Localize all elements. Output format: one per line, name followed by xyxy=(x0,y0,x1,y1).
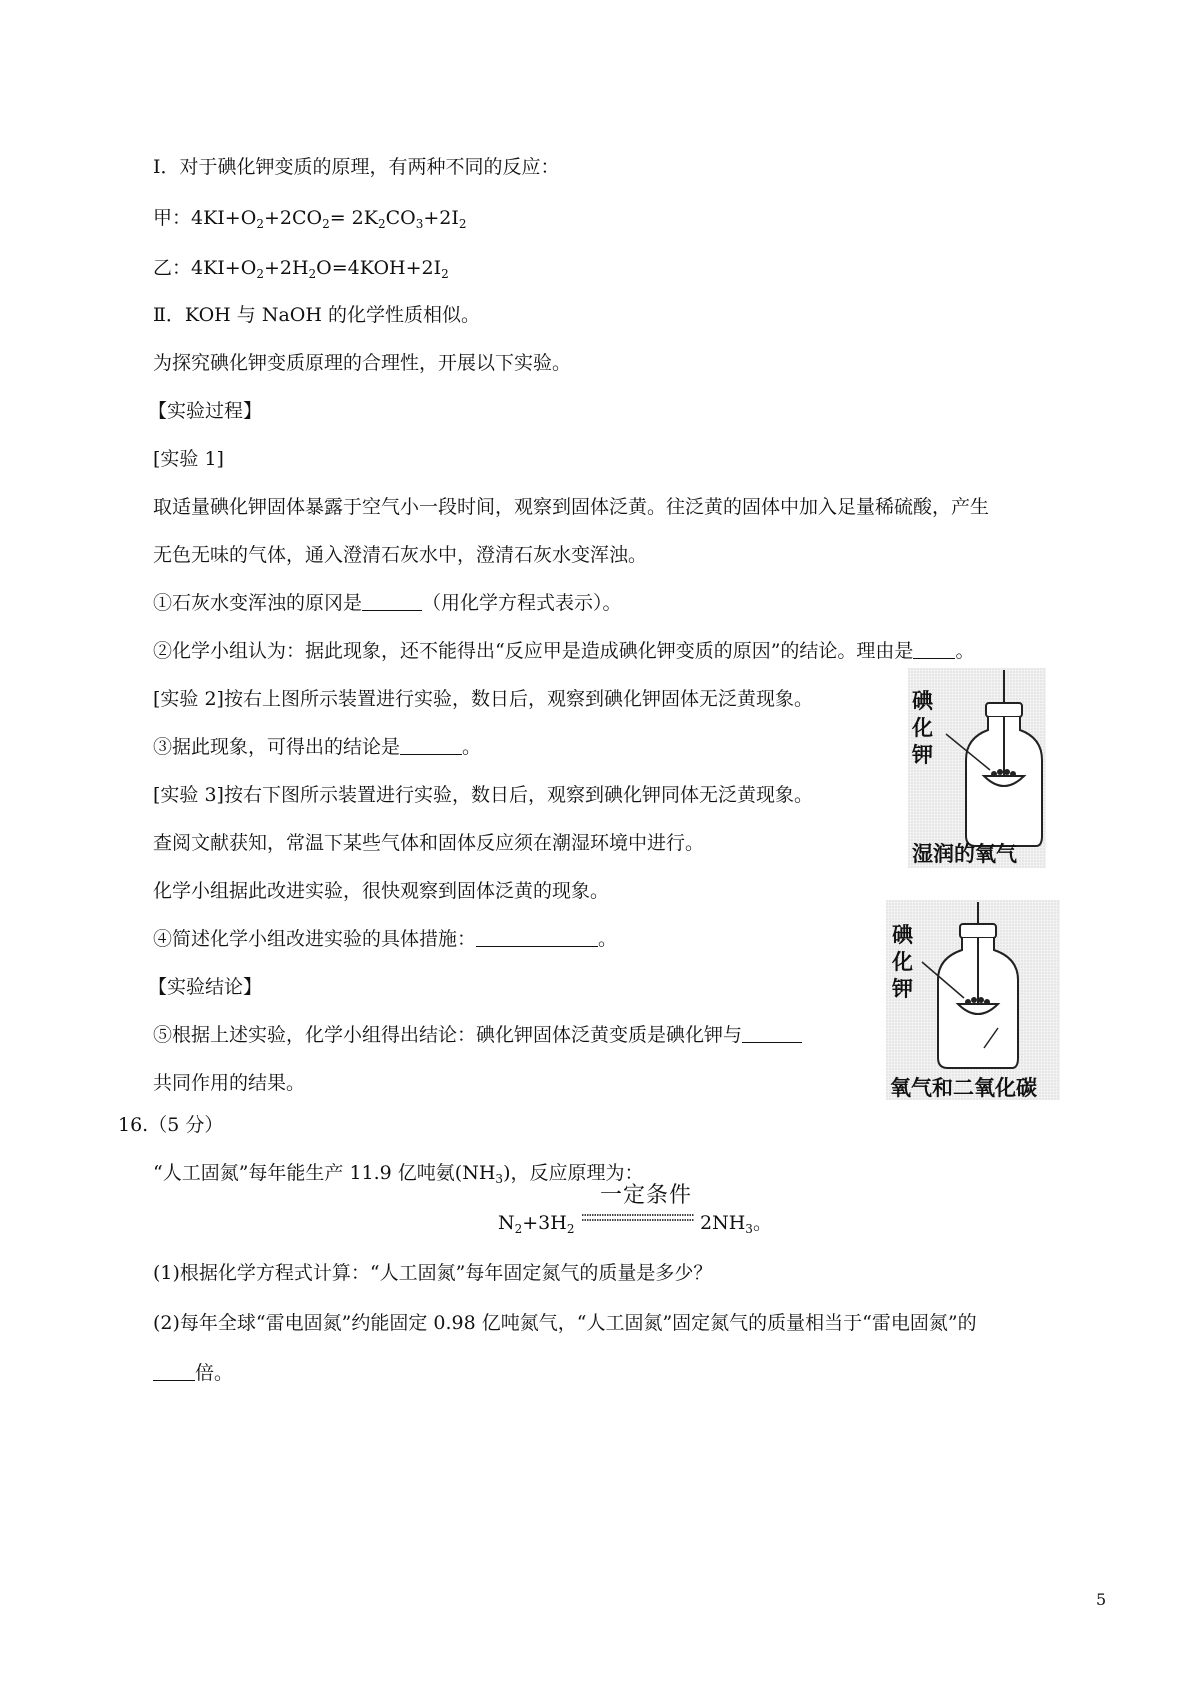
eq-part: O=4KOH+2I xyxy=(316,257,442,279)
figure-moist-oxygen xyxy=(908,668,1046,868)
fig2-reagent-label xyxy=(892,922,913,1003)
reaction-jia xyxy=(153,205,467,231)
subscript: 2 xyxy=(514,1222,523,1236)
subscript: 2 xyxy=(256,267,264,281)
question-1 xyxy=(153,590,622,616)
q16-part-2: (2)每年全球“雷电固氮”约能固定 0.98 亿吨氮气，“人工固氮”固定氮气的质量相当于“雷电固氮”的 xyxy=(153,1312,977,1334)
question-text: ③据此现象，可得出的结论是 xyxy=(153,736,401,758)
question-text: ②化学小组认为：据此现象，还不能得出“反应甲是造成碘化钾变质的原因”的结论。理由是 xyxy=(153,640,914,662)
question-text: )，反应原理为： xyxy=(503,1162,644,1184)
question-text: 。 xyxy=(462,736,482,758)
subscript: 2 xyxy=(322,217,330,231)
figure-oxygen-co2 xyxy=(886,900,1060,1100)
reaction-condition: 一定条件 xyxy=(600,1183,693,1208)
q16-part-1: (1)根据化学方程式计算：“人工固氮”每年固定氮气的质量是多少？ xyxy=(153,1262,713,1284)
note-2: Ⅱ．KOH 与 NaOH 的化学性质相似。 xyxy=(153,304,480,326)
eq-part: N xyxy=(498,1212,515,1234)
note-3: 为探究碘化钾变质原理的合理性，开展以下实验。 xyxy=(153,352,572,374)
eq-part: +2H xyxy=(263,257,309,279)
question-text: （用化学方程式表示）。 xyxy=(422,592,622,614)
question-5-cont: 共同作用的结果。 xyxy=(153,1072,306,1094)
literature-text: 查阅文献获知，常温下某些气体和固体反应须在潮湿环境中进行。 xyxy=(153,832,705,854)
answer-blank[interactable] xyxy=(153,1362,195,1381)
page-number: 5 xyxy=(1096,1590,1107,1609)
fig1-reagent-label xyxy=(912,688,933,769)
equals-double-line xyxy=(582,1213,694,1223)
question-text: ④简述化学小组改进实验的具体措施： xyxy=(153,928,477,950)
eq-part: 2NH xyxy=(700,1212,746,1234)
fig1-caption: 湿润的氧气 xyxy=(912,842,1017,866)
label-char: 钾 xyxy=(912,743,933,767)
subscript: 2 xyxy=(308,267,317,281)
subscript: 3 xyxy=(415,217,424,231)
fig2-caption: 氧气和二氧化碳 xyxy=(890,1076,1037,1100)
subscript: 2 xyxy=(256,217,264,231)
label-char: 化 xyxy=(912,716,933,740)
label-char: 钾 xyxy=(892,977,913,1001)
q16-equation-right xyxy=(700,1210,772,1236)
process-heading: 【实验过程】 xyxy=(148,400,263,422)
eq-part: +2I xyxy=(423,207,459,229)
question-text: 倍。 xyxy=(195,1362,234,1384)
note-1: I．对于碘化钾变质的原理，有两种不同的反应： xyxy=(153,156,560,178)
subscript: 3 xyxy=(495,1172,504,1186)
question-text: 。 xyxy=(955,640,975,662)
q16-intro xyxy=(153,1160,643,1186)
reaction-yi-label: 乙： xyxy=(153,257,192,279)
question-text: ⑤根据上述实验，化学小组得出结论：碘化钾固体泛黄变质是碘化钾与 xyxy=(153,1024,743,1046)
question-text: “人工固氮”每年能生产 11.9 亿吨氨(NH xyxy=(153,1162,496,1184)
subscript: 2 xyxy=(458,217,467,231)
reaction-yi xyxy=(153,255,449,281)
answer-blank[interactable] xyxy=(913,640,955,659)
subscript: 2 xyxy=(441,267,449,281)
reaction-jia-label: 甲： xyxy=(153,207,192,229)
subscript: 2 xyxy=(566,1222,575,1236)
question-2 xyxy=(153,638,974,664)
q16-equation-left xyxy=(498,1210,574,1236)
label-char: 碘 xyxy=(892,923,913,947)
answer-blank[interactable] xyxy=(742,1024,802,1043)
eq-part: = 2K xyxy=(329,207,378,229)
question-text: 。 xyxy=(598,928,618,950)
answer-blank[interactable] xyxy=(476,928,598,947)
question-text: ①石灰水变浑浊的原冈是 xyxy=(153,592,363,614)
eq-part: 4KI+O xyxy=(191,257,257,279)
eq-part: CO xyxy=(385,207,416,229)
subscript: 3 xyxy=(745,1222,753,1236)
question-3 xyxy=(153,734,481,760)
eq-part: 4KI+O xyxy=(191,207,257,229)
exp3-text: [实验 3]按右下图所示装置进行实验，数日后，观察到碘化钾同体无泛黄现象。 xyxy=(153,784,813,806)
answer-blank[interactable] xyxy=(400,736,462,755)
eq-part: +3H xyxy=(522,1212,567,1234)
label-char: 碘 xyxy=(912,689,933,713)
eq-part: +2CO xyxy=(263,207,323,229)
conclusion-heading: 【实验结论】 xyxy=(148,976,263,998)
exp1-text-1: 取适量碘化钾固体暴露于空气小一段时间，观察到固体泛黄。往泛黄的固体中加入足量稀硫酸，产生 xyxy=(153,496,990,518)
q16-part-2-cont xyxy=(153,1360,233,1386)
q16-number: 16.（5 分） xyxy=(118,1114,224,1136)
subscript: 2 xyxy=(377,217,386,231)
eq-part: 。 xyxy=(752,1212,772,1234)
answer-blank[interactable] xyxy=(362,592,422,611)
question-4 xyxy=(153,926,617,952)
question-5 xyxy=(153,1022,802,1048)
label-char: 化 xyxy=(892,950,913,974)
exp1-label: [实验 1] xyxy=(153,448,224,470)
exp1-text-2: 无色无味的气体，通入澄清石灰水中，澄清石灰水变浑浊。 xyxy=(153,544,648,566)
improve-text: 化学小组据此改进实验，很快观察到固体泛黄的现象。 xyxy=(153,880,610,902)
exp2-text: [实验 2]按右上图所示装置进行实验，数日后，观察到碘化钾固体无泛黄现象。 xyxy=(153,688,813,710)
